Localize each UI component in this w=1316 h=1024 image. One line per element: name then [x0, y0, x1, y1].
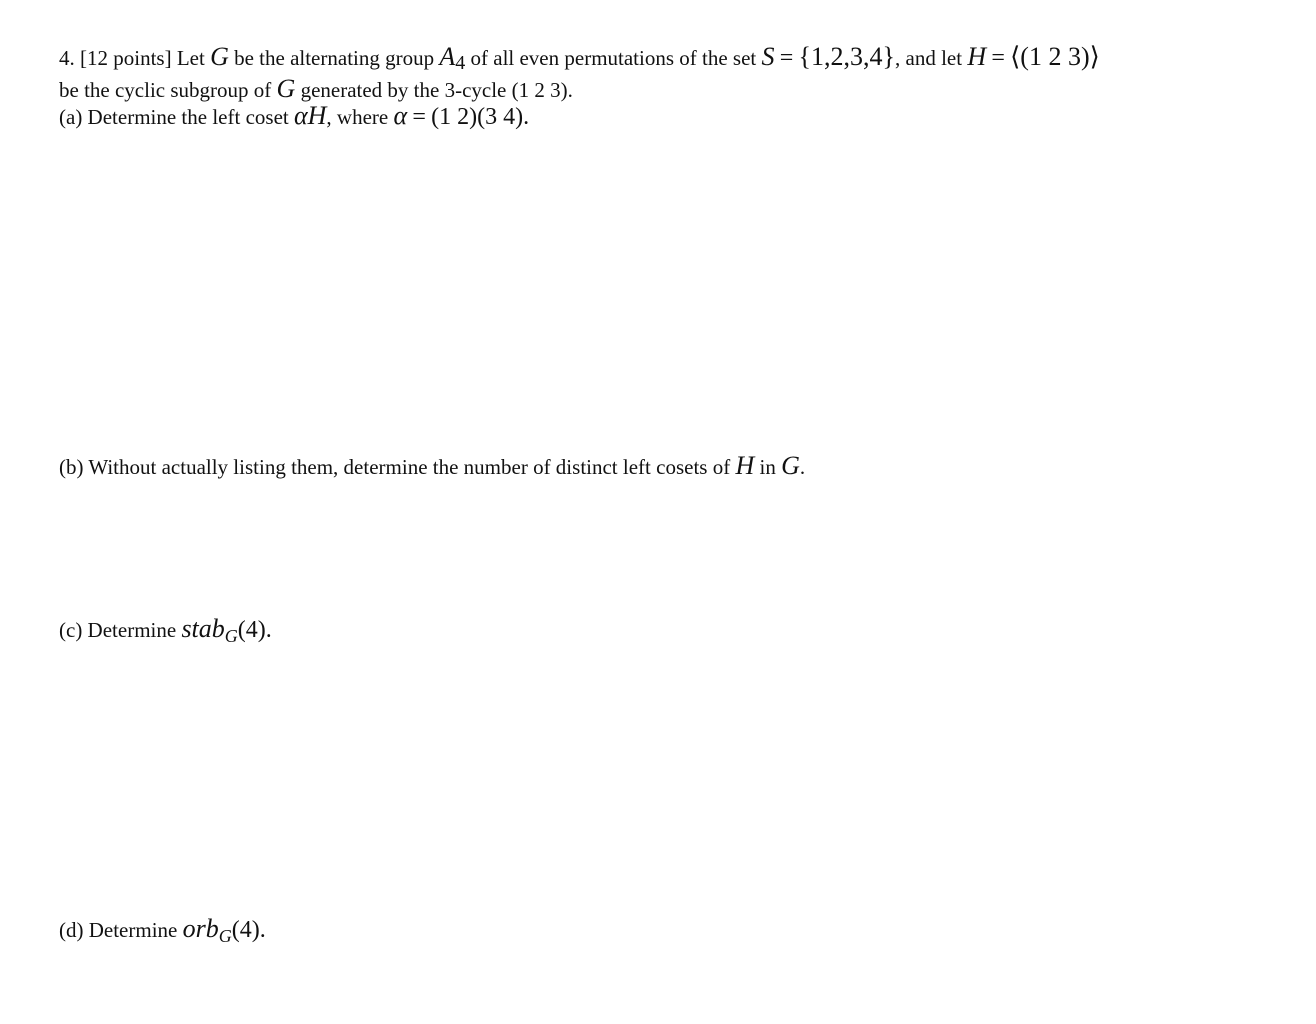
- equals-sign: =: [779, 45, 794, 71]
- set-value: {1,2,3,4}: [798, 42, 896, 71]
- symbol-H-b: H: [735, 451, 755, 480]
- symbol-G: G: [210, 42, 229, 71]
- part-b: [59, 453, 805, 479]
- problem-header: 4. [12 points] Let: [59, 46, 205, 70]
- subgroup-generator: ⟨(1 2 3)⟩: [1010, 42, 1100, 71]
- symbol-alpha: α: [393, 101, 408, 130]
- part-c: [59, 616, 272, 645]
- text-and-let: , and let: [895, 46, 963, 70]
- text-cyclic-subgroup: be the cyclic subgroup of: [59, 78, 272, 102]
- equals-sign-2: =: [991, 45, 1005, 71]
- part-b-label: (b) Without actually listing them, determine the number of distinct left cosets of: [59, 455, 731, 479]
- problem-line-2: [59, 76, 573, 102]
- text-where: , where: [326, 105, 389, 129]
- orbit-function: orb: [182, 914, 219, 943]
- symbol-A-subscript: 4: [455, 52, 466, 74]
- part-a-label: (a) Determine the left coset: [59, 105, 289, 129]
- orbit-argument: (4).: [231, 917, 266, 943]
- symbol-A: A: [439, 42, 456, 71]
- text-of-all-even: of all even permutations of the set: [470, 46, 757, 70]
- text-be-alternating: be the alternating group: [234, 46, 435, 70]
- part-d: [59, 916, 266, 945]
- stabilizer-subscript: G: [224, 626, 238, 646]
- problem-line-1: [59, 44, 1100, 73]
- symbol-G-b: G: [781, 451, 800, 480]
- part-c-label: (c) Determine: [59, 618, 177, 642]
- orbit-subscript: G: [218, 926, 232, 946]
- symbol-G-2: G: [276, 74, 296, 103]
- symbol-S: S: [761, 42, 775, 71]
- text-generated-by: generated by the 3-cycle (1 2 3).: [300, 78, 573, 102]
- stabilizer-argument: (4).: [237, 617, 272, 643]
- stabilizer-function: stab: [181, 614, 225, 643]
- text-in: in: [759, 455, 776, 479]
- symbol-H: H: [967, 42, 987, 71]
- part-a: [59, 103, 529, 129]
- part-b-period: .: [799, 455, 806, 479]
- alpha-value: (1 2)(3 4).: [431, 104, 530, 130]
- equals-sign-3: =: [412, 104, 426, 130]
- part-d-label: (d) Determine: [59, 918, 178, 942]
- coset-alpha-H: αH: [293, 101, 327, 130]
